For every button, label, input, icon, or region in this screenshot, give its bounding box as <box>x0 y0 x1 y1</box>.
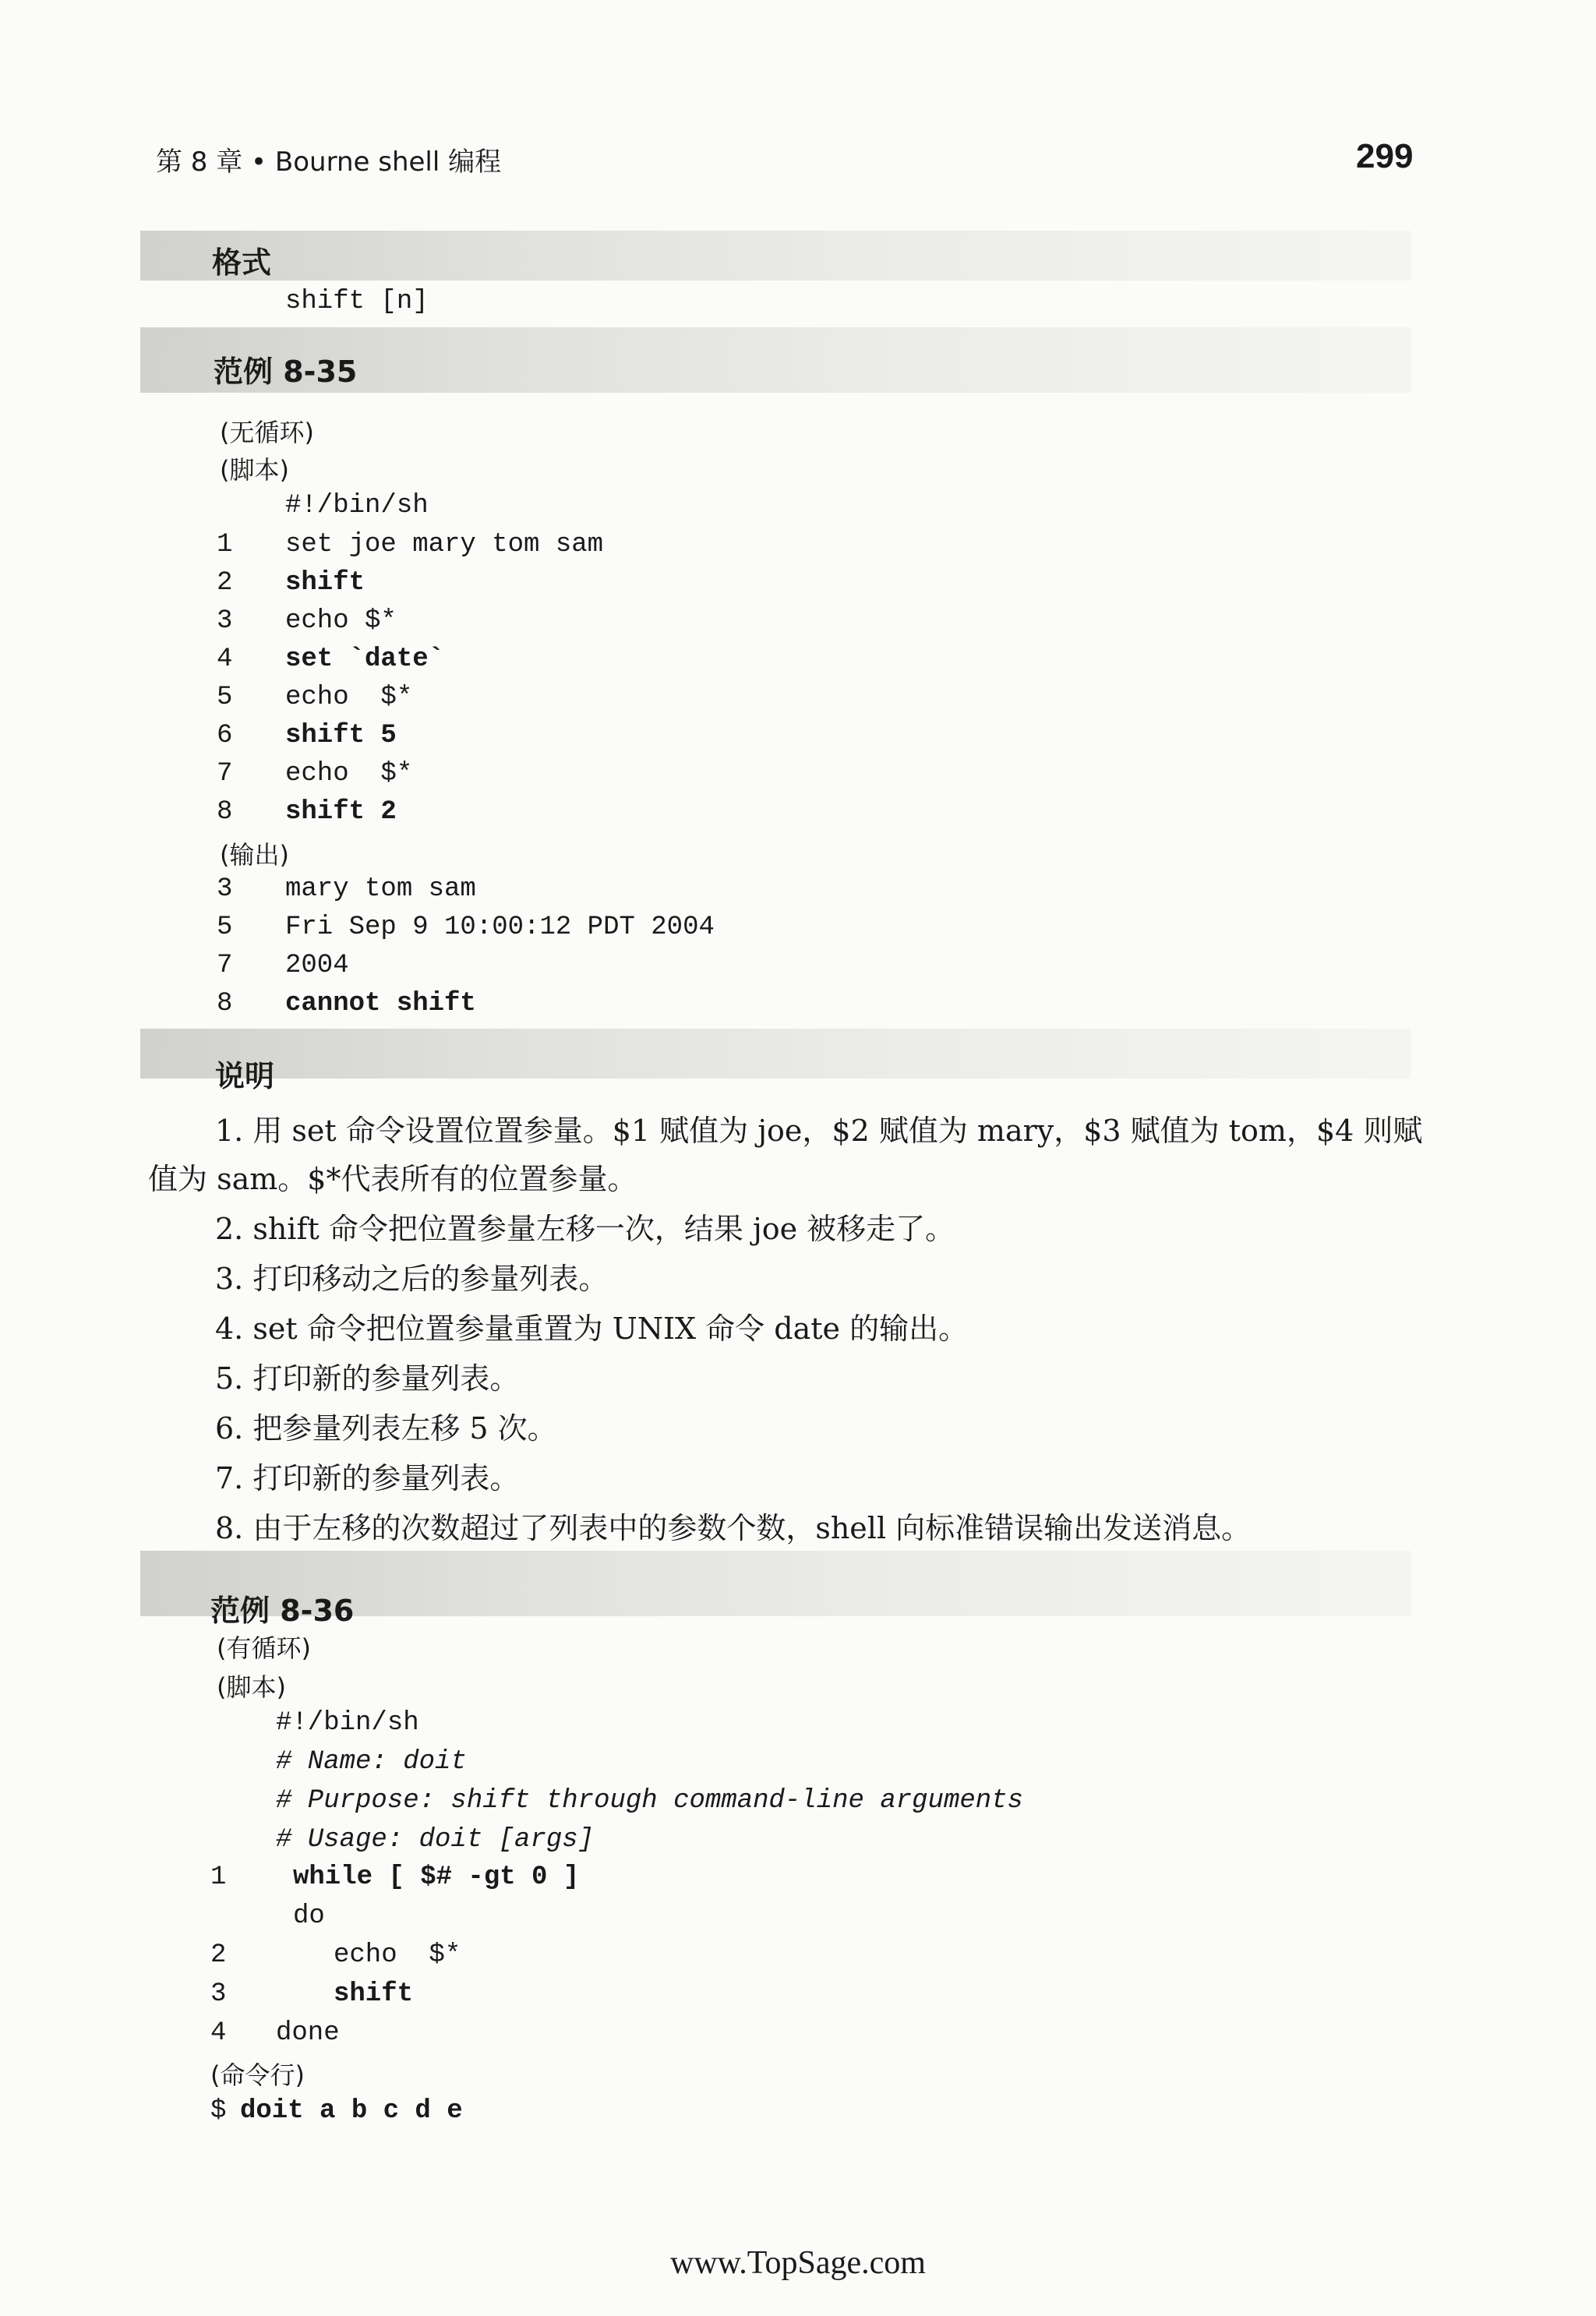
format-heading: 格式 <box>212 245 272 280</box>
code-line: echo $* <box>285 759 413 789</box>
code-line: set `date` <box>285 644 445 674</box>
tag-script: (脚本) <box>220 455 289 485</box>
code-line: shift <box>285 568 365 598</box>
code-line: set joe mary tom sam <box>285 530 604 560</box>
line-number: 6 <box>217 721 233 750</box>
tag-cmdline: (命令行) <box>210 2060 305 2090</box>
code-line: shift 5 <box>285 721 397 750</box>
code-line: done <box>276 2018 340 2048</box>
footer-url: www.TopSage.com <box>670 2245 926 2281</box>
code-line: echo $* <box>334 1940 461 1970</box>
chapter-header: 第 8 章 • Bourne shell 编程 <box>156 147 502 178</box>
line-number: 7 <box>217 759 233 789</box>
code-line: shift <box>334 1979 414 2009</box>
tag-loop: (有循环) <box>217 1633 311 1663</box>
output-line: Fri Sep 9 10:00:12 PDT 2004 <box>285 913 715 942</box>
code-line: while [ $# -gt 0 ] <box>293 1862 580 1892</box>
explanation-item: 7. 打印新的参量列表。 <box>215 1461 520 1495</box>
line-number: 5 <box>217 913 233 942</box>
comment-line: # Purpose: shift through command-line arguments <box>276 1786 1023 1816</box>
line-number: 2 <box>217 568 233 598</box>
line-number: 3 <box>217 874 233 904</box>
code-line: echo $* <box>285 606 397 636</box>
explanation-item: 2. shift 命令把位置参量左移一次，结果 joe 被移走了。 <box>215 1212 955 1246</box>
line-number: 2 <box>210 1940 227 1970</box>
output-line: cannot shift <box>285 989 476 1019</box>
example-836-heading: 范例 8-36 <box>210 1594 355 1628</box>
command-line: doit a b c d e <box>240 2096 463 2126</box>
explanation-heading: 说明 <box>215 1059 275 1093</box>
line-number: 4 <box>217 644 233 674</box>
explanation-item: 8. 由于左移的次数超过了列表中的参数个数，shell 向标准错误输出发送消息。 <box>215 1511 1252 1545</box>
line-number: 4 <box>210 2018 227 2048</box>
tag-output: (输出) <box>220 840 289 870</box>
explanation-item: 6. 把参量列表左移 5 次。 <box>215 1411 557 1446</box>
format-heading-band <box>140 231 1411 281</box>
explanation-item: 1. 用 set 命令设置位置参量。$1 赋值为 joe，$2 赋值为 mary，$3 赋值为 tom，$4 则赋 <box>215 1114 1423 1148</box>
explanation-band <box>140 1029 1411 1079</box>
output-line: mary tom sam <box>285 874 476 904</box>
tag-script: (脚本) <box>217 1672 286 1702</box>
line-number: 5 <box>217 683 233 712</box>
output-line: 2004 <box>285 951 349 980</box>
code-line: echo $* <box>285 683 413 712</box>
line-number: 8 <box>217 797 233 827</box>
comment-line: # Name: doit <box>276 1747 467 1777</box>
line-number: 1 <box>210 1862 227 1892</box>
line-number: 8 <box>217 989 233 1019</box>
shebang-line: #!/bin/sh <box>276 1708 419 1738</box>
tag-no-loop: (无循环) <box>220 418 314 447</box>
explanation-item: 值为 sam。$*代表所有的位置参量。 <box>148 1162 637 1196</box>
code-line: shift 2 <box>285 797 397 827</box>
comment-line: # Usage: doit [args] <box>276 1825 595 1855</box>
explanation-item: 4. set 命令把位置参量重置为 UNIX 命令 date 的输出。 <box>215 1312 969 1346</box>
line-number: 1 <box>217 530 233 560</box>
code-line: do <box>293 1901 325 1931</box>
line-number: 3 <box>210 1979 227 2009</box>
example-835-heading: 范例 8-35 <box>214 355 358 389</box>
page-number: 299 <box>1356 137 1414 175</box>
explanation-item: 5. 打印新的参量列表。 <box>215 1361 520 1396</box>
format-syntax: shift [n] <box>285 287 429 316</box>
line-number: 3 <box>217 606 233 636</box>
line-number: 7 <box>217 951 233 980</box>
shell-prompt: $ <box>210 2096 227 2126</box>
shebang-line: #!/bin/sh <box>285 491 429 521</box>
explanation-item: 3. 打印移动之后的参量列表。 <box>215 1262 609 1296</box>
